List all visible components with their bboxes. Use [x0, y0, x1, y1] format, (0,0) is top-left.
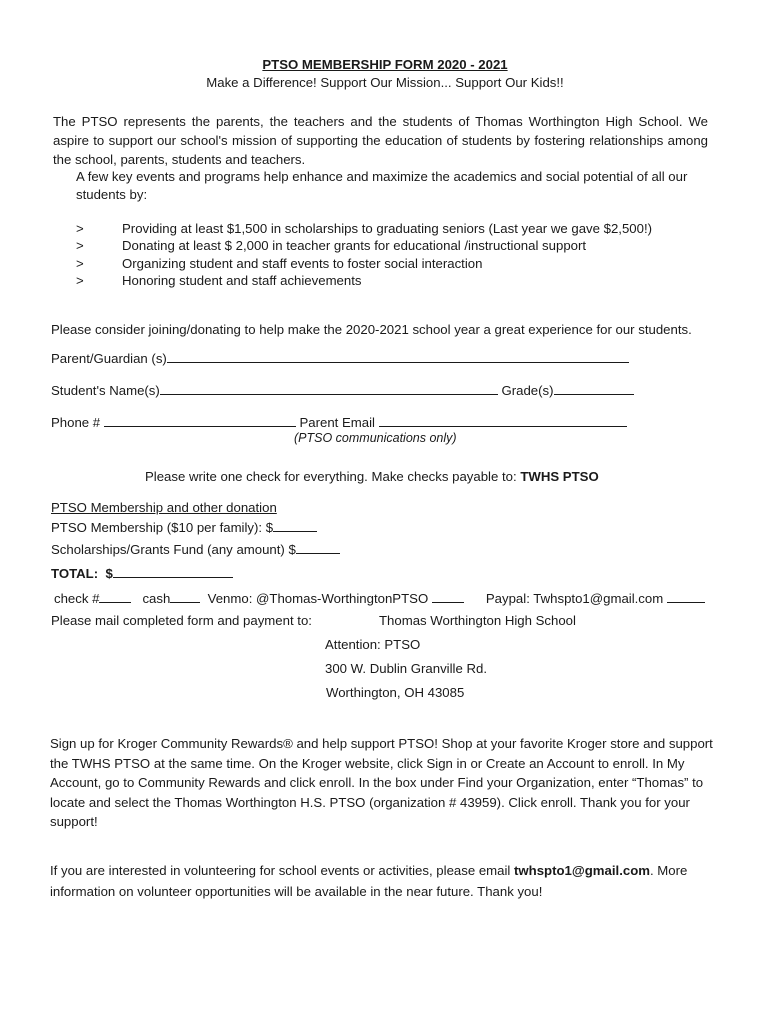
- grade-field[interactable]: [554, 382, 634, 395]
- bullet-marker: >: [76, 273, 84, 288]
- parent-email-label: Parent Email: [299, 415, 375, 430]
- scholarship-row: [51, 541, 340, 557]
- student-name-field[interactable]: [160, 382, 498, 395]
- grade-label: Grade(s): [501, 383, 554, 398]
- cash-field[interactable]: [170, 590, 200, 603]
- volunteer-prefix: If you are interested in volunteering for school events or activities, please email: [50, 863, 515, 878]
- check-payee: TWHS PTSO: [520, 469, 599, 484]
- mailing-prompt: Please mail completed form and payment to:: [51, 613, 312, 628]
- intro-paragraph: The PTSO represents the parents, the teachers and the students of Thomas Worthington High School. We aspire to support our school's mission of supporting the education of students by fostering relationships among the school, parents, students and teachers.: [53, 114, 708, 167]
- bullet-marker: >: [76, 221, 84, 236]
- bullet-marker: >: [76, 238, 84, 253]
- form-subtitle: Make a Difference! Support Our Mission... Support Our Kids!!: [206, 75, 564, 90]
- mailing-street: 300 W. Dublin Granville Rd.: [325, 661, 487, 676]
- check-note-text: Please write one check for everything. Make checks payable to:: [145, 469, 521, 484]
- total-label: TOTAL:: [51, 566, 99, 581]
- volunteer-email[interactable]: twhspto1@gmail.com: [514, 863, 650, 878]
- intro-key-events-line: A few key events and programs help enhance and maximize the academics and social potential of all our: [76, 169, 688, 184]
- phone-label: Phone #: [51, 415, 101, 430]
- kroger-rewards-text: Sign up for Kroger Community Rewards® and help support PTSO! Shop at your favorite Kroger store and support the TWHS PTSO at the same time. On the Kroger website, click Sign in or Create an Account to enroll. In My Account, go to Community Rewards and click enroll. In the box under Find your Organization, enter “Thomas” to locate and select the Thomas Worthington H.S. PTSO (organization # 43959). Click enroll. Thank you for your support!: [50, 736, 713, 830]
- volunteer-suffix: . More information on volunteer opportunities will be available in the near future. Thank you!: [50, 863, 688, 899]
- check-number-label: check #: [54, 591, 100, 606]
- total-amount-field[interactable]: [113, 565, 233, 578]
- total-row: [51, 565, 233, 581]
- venmo-field[interactable]: [432, 590, 464, 603]
- membership-heading: PTSO Membership and other donation: [51, 500, 277, 515]
- list-item: Organizing student and staff events to foster social interaction: [122, 256, 483, 271]
- mailing-city: Worthington, OH 43085: [326, 685, 465, 700]
- parent-guardian-row: [51, 350, 629, 366]
- parent-guardian-field[interactable]: [167, 350, 629, 363]
- membership-label: PTSO Membership ($10 per family): $: [51, 520, 274, 535]
- venmo-label: Venmo: @Thomas-WorthingtonPTSO: [207, 591, 429, 606]
- student-name-label: Student's Name(s): [51, 383, 160, 398]
- membership-row: [51, 519, 317, 535]
- cash-label: cash: [142, 591, 171, 606]
- parent-guardian-label: Parent/Guardian (s): [51, 351, 167, 366]
- scholarship-amount-field[interactable]: [296, 541, 340, 554]
- mailing-attention: Attention: PTSO: [325, 637, 421, 652]
- check-number-field[interactable]: [99, 590, 131, 603]
- invite-text: Please consider joining/donating to help make the 2020-2021 school year a great experience for our students.: [51, 322, 692, 337]
- check-note: [145, 469, 599, 484]
- contact-row: [51, 414, 627, 430]
- list-item: Providing at least $1,500 in scholarships to graduating seniors (Last year we gave $2,500!): [122, 221, 653, 236]
- membership-amount-field[interactable]: [273, 519, 317, 532]
- phone-field[interactable]: [104, 414, 296, 427]
- paypal-label: Paypal: Twhspto1@gmail.com: [485, 591, 664, 606]
- email-note: (PTSO communications only): [294, 431, 457, 445]
- paypal-field[interactable]: [667, 590, 705, 603]
- bullet-marker: >: [76, 256, 84, 271]
- list-item: Donating at least $ 2,000 in teacher grants for educational /instructional support: [122, 238, 587, 253]
- student-row: [51, 382, 634, 398]
- total-currency: $: [105, 566, 113, 581]
- intro-students-by: students by:: [76, 187, 148, 202]
- scholarship-label: Scholarships/Grants Fund (any amount) $: [51, 542, 296, 557]
- mailing-school: Thomas Worthington High School: [379, 613, 576, 628]
- volunteer-text: [50, 860, 726, 902]
- parent-email-field[interactable]: [379, 414, 627, 427]
- list-item: Honoring student and staff achievements: [122, 273, 362, 288]
- payment-row: [54, 590, 705, 606]
- form-title: PTSO MEMBERSHIP FORM 2020 - 2021: [262, 57, 508, 72]
